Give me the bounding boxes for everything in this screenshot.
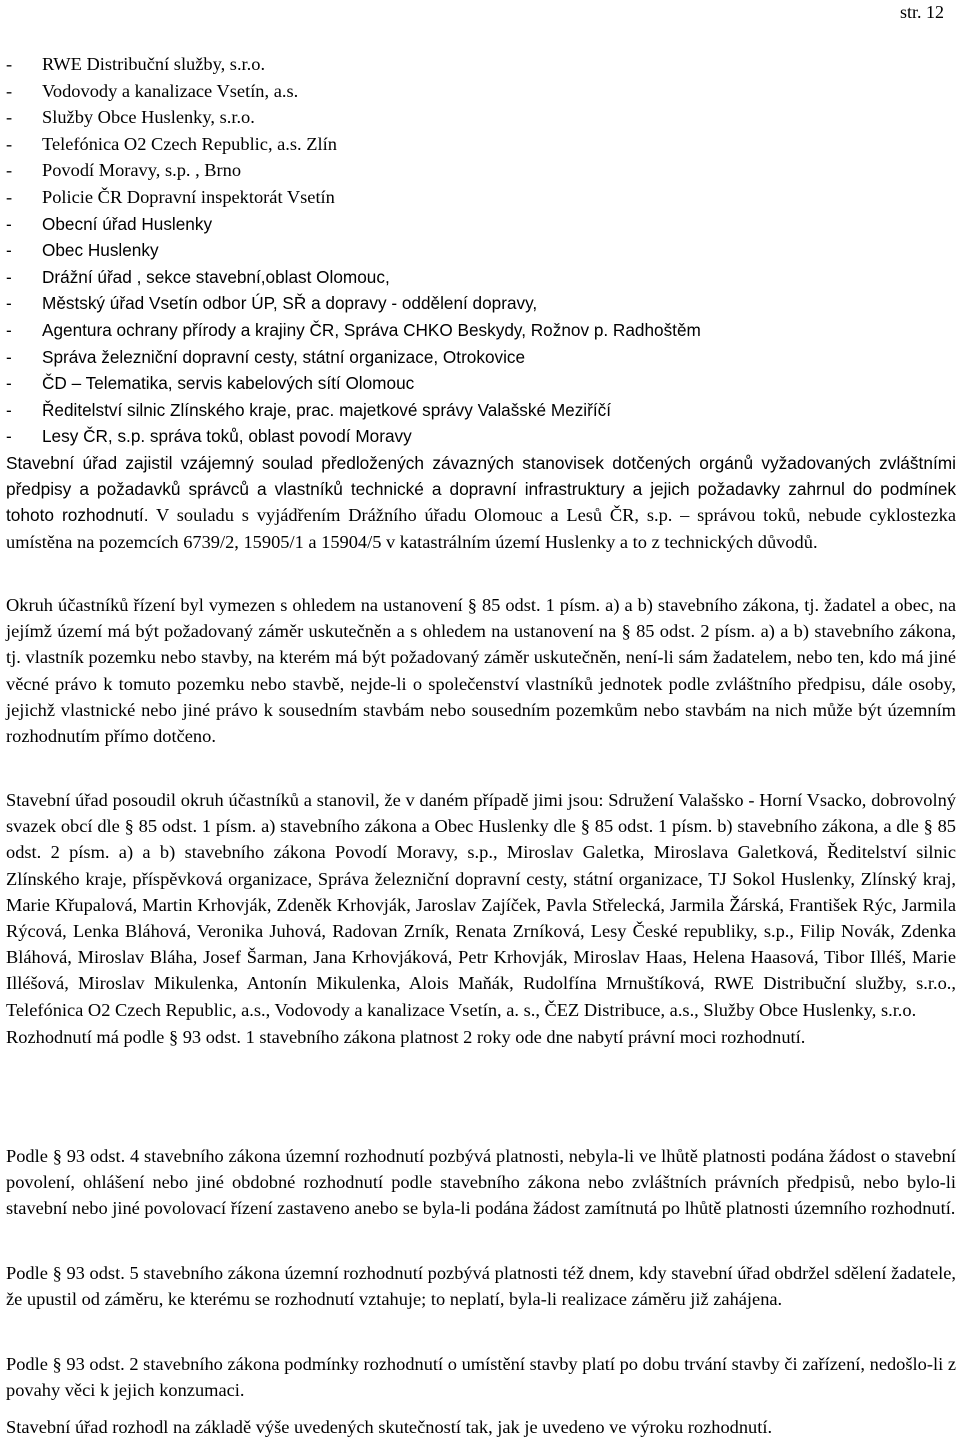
list-item: [6, 237, 946, 264]
list-item-text: Správa železniční dopravní cesty, státní organizace, Otrokovice: [42, 346, 526, 367]
list-dash: -: [6, 399, 12, 420]
paragraph-coordination-part1: Stavební úřad zajistil vzájemný soulad předložených závazných stanovisek dotčených orgánů vyžadovaných zvláštními předpisy a požadavků správců a vlastníků technické a dopravní infrastruktury a jejich požadavky zahrnul do podmínek tohoto rozhodnutí.: [6, 453, 956, 526]
list-item-text: Drážní úřad , sekce stavební,oblast Olomouc,: [42, 266, 390, 287]
list-item-text: Obecní úřad Huslenky: [42, 213, 213, 234]
list-item-text: Městský úřad Vsetín odbor ÚP, SŘ a dopravy - oddělení dopravy,: [42, 293, 538, 314]
paragraph-expiry-withdrawal: Podle § 93 odst. 5 stavebního zákona územní rozhodnutí pozbývá platnosti též dnem, kdy stavební úřad obdržel sdělení žadatele, že upustil od záměru, ke kterému se rozhodnutí vztahuje; to neplatí, byla-li realizace záměru již zahájena.: [6, 1263, 956, 1310]
list-dash: -: [6, 346, 12, 367]
list-item-text: Policie ČR Dopravní inspektorát Vsetín: [42, 186, 335, 207]
list-item: [6, 184, 946, 211]
paragraph-expiry: Podle § 93 odst. 4 stavebního zákona územní rozhodnutí pozbývá platnosti, nebyla-li ve lhůtě platnosti podána žádost o stavební povolení, ohlášení nebo jiné obdobné rozhodnutí podle stavebního zákona nebo zvláštních právních předpisů, nebo bylo-li stavební nebo jiné povolovací řízení zastaveno anebo se byla-li podána žádost zamítnutá po lhůtě platnosti územního rozhodnutí.: [6, 1146, 956, 1219]
paragraph-conditions-duration: Podle § 93 odst. 2 stavebního zákona podmínky rozhodnutí o umístění stavby platí po dobu trvání stavby či zařízení, nedošlo-li z povahy věci k jejich konzumaci.: [6, 1354, 956, 1401]
list-dash: -: [6, 240, 12, 261]
list-dash: -: [6, 293, 12, 314]
list-item-text: Ředitelství silnic Zlínského kraje, prac. majetkové správy Valašské Meziříčí: [42, 399, 611, 420]
paragraph-conclusion: Stavební úřad rozhodl na základě výše uvedených skutečností tak, jak je uvedeno ve výroku rozhodnutí.: [6, 1417, 773, 1437]
list-item: [6, 423, 946, 450]
paragraph-participants-scope: Okruh účastníků řízení byl vymezen s ohledem na ustanovení § 85 odst. 1 písm. a) a b) stavebního zákona, tj. žadatel a obec, na jejímž území má být požadovaný záměr uskutečněn a s ohledem na ustanovení na § 85 odst. 2 písm. a) a b) stavebního zákona, tj. vlastník pozemku nebo stavby, na kterém má být požadovaný záměr uskutečněn, není-li sám žadatelem, nebo ten, kdo má jiné věcné právo k tomuto pozemku nebo stavbě, nejde-li o společenství vlastníků jednotek podle zvláštního předpisu, dále osoby, jejichž vlastnické nebo jiné právo k sousedním stavbám nebo sousedním pozemkům nebo stavbám na nich může být územním rozhodnutím přímo dotčeno.: [6, 595, 956, 747]
list-item-text: Vodovody a kanalizace Vsetín, a.s.: [42, 80, 299, 101]
list-item: [6, 78, 946, 105]
list-item-text: ČD – Telematika, servis kabelových sítí Olomouc: [42, 373, 415, 394]
list-item: [6, 317, 946, 344]
list-dash: -: [6, 54, 13, 74]
paragraph-coordination-part2: V souladu s vyjádřením Drážního úřadu Olomouc a Lesů ČR, s.p. – správou toků, nebude cyklostezka umístěna na pozemcích 6739/2, 15905/1 a 15904/5 v katastrálním území Huslenky a to z technických důvodů.: [6, 505, 956, 552]
list-item: [6, 264, 946, 291]
list-dash: -: [6, 213, 12, 234]
list-item-text: Obec Huslenky: [42, 240, 159, 261]
list-item-text: Služby Obce Huslenky, s.r.o.: [42, 107, 255, 128]
list-item-text: Povodí Moravy, s.p. , Brno: [42, 160, 242, 181]
page-number: str. 12: [899, 2, 944, 22]
list-item-text: Telefónica O2 Czech Republic, a.s. Zlín: [42, 133, 337, 154]
list-dash: -: [6, 133, 13, 154]
paragraph-validity: Rozhodnutí má podle § 93 odst. 1 stavebního zákona platnost 2 roky ode dne nabytí právní moci rozhodnutí.: [6, 1027, 806, 1047]
paragraph-participants-list: Stavební úřad posoudil okruh účastníků a stanovil, že v daném případě jimi jsou: Sdružení Valašsko - Horní Vsacko, dobrovolný svazek obcí dle § 85 odst. 1 písm. a) stavebního zákona a Obec Huslenky dle § 85 odst. 1 písm. b) stavebního zákona, a dle § 85 odst. 2 písm. a) a b) stavebního zákona Povodí Moravy, s.p., Miroslav Galetka, Miroslava Galetková, Ředitelství silnic Zlínského kraje, příspěvková organizace, Správa železniční dopravní cesty, státní organizace, TJ Sokol Huslenky, Zlínský kraj, Marie Křupalová, Martin Krhovják, Zdeněk Krhovják, Jaroslav Zajíček, Pavla Střelecká, Jarmila Žárská, František Rýc, Jarmila Rýcová, Lenka Bláhová, Veronika Juhová, Radovan Zrník, Renata Zrníková, Lesy České republiky, s.p., Filip Novák, Zdenka Bláhová, Miroslav Bláha, Josef Šarman, Jana Krhovjáková, Petr Krhovják, Miroslav Haas, Helena Haasová, Tibor Illéš, Marie Illéšová, Miroslav Mikulenka, Antonín Mikulenka, Alois Maňák, Rudolfína Mrnuštíková, RWE Distribuční služby, s.r.o., Telefónica O2 Czech Republic, a.s., Vodovody a kanalizace Vsetín, a. s., ČEZ Distribuce, a.s., Služby Obce Huslenky, s.r.o.: [6, 790, 956, 1020]
list-dash: -: [6, 266, 12, 287]
list-item: [6, 211, 946, 238]
list-item-text: Lesy ČR, s.p. správa toků, oblast povodí Moravy: [42, 426, 412, 447]
recipient-list: [6, 51, 946, 450]
list-item: [6, 344, 946, 371]
list-dash: -: [6, 373, 12, 394]
list-dash: -: [6, 186, 13, 207]
list-item: [6, 370, 946, 397]
list-item: [6, 290, 946, 317]
list-dash: -: [6, 160, 13, 181]
list-dash: -: [6, 319, 12, 340]
list-item: [6, 157, 946, 184]
list-dash: -: [6, 426, 12, 447]
list-item: [6, 104, 946, 131]
list-dash: -: [6, 107, 13, 128]
list-item: [6, 51, 946, 78]
list-dash: -: [6, 80, 13, 101]
list-item: [6, 397, 946, 424]
paragraph-coordination: [6, 450, 956, 555]
list-item: [6, 131, 946, 158]
list-item-text: Agentura ochrany přírody a krajiny ČR, Správa CHKO Beskydy, Rožnov p. Radhoštěm: [42, 319, 701, 340]
list-item-text: RWE Distribuční služby, s.r.o.: [42, 54, 266, 74]
